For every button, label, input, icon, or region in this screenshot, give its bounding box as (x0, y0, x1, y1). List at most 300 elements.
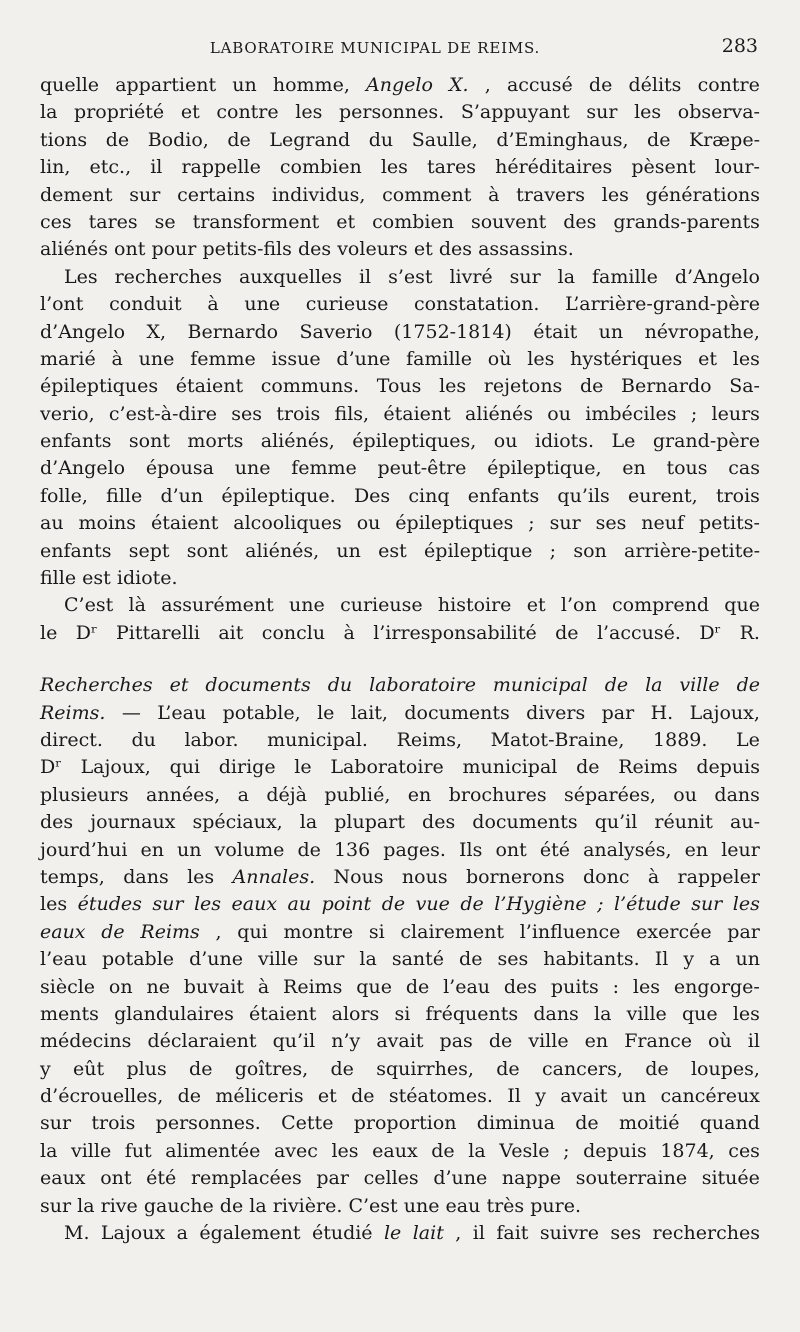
word: dans (533, 1002, 579, 1025)
text-line (40, 209, 760, 236)
word: fut (124, 1139, 152, 1162)
text-line (40, 974, 760, 1001)
word: Le (736, 728, 760, 751)
word: eaux (40, 920, 86, 943)
word: avec (273, 1139, 318, 1162)
word: trois (715, 484, 760, 507)
word: un (735, 948, 760, 971)
word: les (380, 156, 408, 179)
word: petits-fils (202, 238, 292, 261)
word: arrière-petite- (624, 539, 760, 562)
word: glandulaires (114, 1002, 234, 1025)
word: réunit (654, 811, 713, 834)
word: alcooliques (233, 512, 342, 535)
word: névropathe, (644, 320, 760, 343)
word: séparées, (564, 783, 656, 806)
paragraph (40, 592, 760, 647)
word: les (331, 1139, 359, 1162)
word: travers (516, 183, 586, 206)
word: cinq (408, 484, 450, 507)
word: Matot-Braine, (490, 728, 625, 751)
word: une (289, 594, 325, 617)
word: 1874, (660, 1139, 715, 1162)
word: ont (495, 838, 527, 861)
word: et (169, 674, 189, 697)
word: propriété (74, 101, 165, 124)
paragraph (40, 72, 760, 264)
word: L’eau (157, 701, 207, 724)
word: famille (406, 347, 472, 370)
word: 1889. (653, 728, 708, 751)
page-number: 283 (721, 35, 758, 57)
word: ses (497, 948, 529, 971)
word: H. (650, 701, 674, 724)
text-line (40, 919, 760, 946)
word: les (527, 347, 555, 370)
word: conduit (109, 293, 182, 316)
word: la (594, 1002, 612, 1025)
word: femme (291, 457, 357, 480)
word: ne (146, 975, 170, 998)
word: point (321, 893, 372, 916)
word: étudié (311, 1222, 373, 1245)
word: personnes. (155, 1112, 261, 1135)
word: labor. (184, 728, 239, 751)
section-gap (40, 647, 760, 672)
text-line (40, 154, 760, 181)
word: étaient (383, 402, 451, 425)
word: ses (231, 402, 262, 425)
word: rejetons (483, 375, 563, 398)
word: y (683, 948, 695, 971)
word: sur (313, 948, 345, 971)
word: clairement (400, 920, 504, 943)
word: analysés, (583, 838, 672, 861)
word: diminua (476, 1112, 555, 1135)
word: une (244, 293, 281, 316)
word: alimentée (165, 1139, 261, 1162)
word: combien (372, 210, 454, 233)
word: enfants (40, 430, 112, 453)
word: Laboratoire (330, 756, 444, 779)
word: fille (106, 484, 143, 507)
word: eaux (372, 1139, 418, 1162)
word: C’est (348, 1194, 398, 1217)
word: très (486, 1194, 525, 1217)
word: Lajoux, (689, 701, 760, 724)
word: la (40, 101, 58, 124)
word: pure. (530, 1194, 581, 1217)
running-title: LABORATOIRE MUNICIPAL DE REIMS. (209, 39, 541, 57)
word: et (413, 238, 433, 261)
word: été (146, 1167, 177, 1190)
word: volume (214, 838, 285, 861)
word: potable (101, 948, 175, 971)
word: quand (699, 1112, 760, 1135)
word: où (487, 347, 512, 370)
word: plusieurs (40, 783, 129, 806)
word: hystériques (570, 347, 683, 370)
word: engorge- (673, 975, 760, 998)
word: Sa- (729, 375, 760, 398)
word: famille (592, 265, 658, 288)
word: un (336, 539, 361, 562)
word: , (215, 920, 222, 943)
word: femme (190, 347, 256, 370)
word: recherches (652, 1222, 760, 1245)
word: une (138, 347, 175, 370)
word: grands-parents (613, 210, 760, 233)
word: des (503, 975, 538, 998)
word: assassins. (478, 238, 574, 261)
word: stéatomes. (388, 1085, 493, 1108)
word: nous (401, 865, 448, 888)
word: folle, (40, 484, 88, 507)
word: les (187, 865, 215, 888)
word: exercée (636, 920, 712, 943)
word: a (709, 948, 721, 971)
word: qu’il (272, 1030, 316, 1053)
word: Recherches (40, 674, 153, 697)
word: direct. (40, 728, 103, 751)
word: Dʳ (699, 621, 722, 644)
word: se (154, 210, 176, 233)
word: trois (276, 402, 321, 425)
word: bornerons (465, 865, 565, 888)
word: eau (445, 1194, 481, 1217)
word: de (459, 948, 483, 971)
word: accusé (506, 74, 573, 96)
word: montre (283, 920, 354, 943)
word: dirige (218, 756, 276, 779)
word: sept (128, 539, 170, 562)
text-line (40, 592, 760, 619)
word: homme, (272, 74, 350, 96)
word: , (484, 74, 491, 96)
word: rivière. (272, 1194, 343, 1217)
word: santé (391, 948, 445, 971)
word: issue (271, 347, 321, 370)
word: siècle (40, 975, 96, 998)
word: , (455, 1222, 462, 1245)
paragraph (40, 1220, 760, 1247)
word: Dʳ (40, 756, 62, 779)
word: idiots. (534, 430, 595, 453)
word: Dʳ (75, 621, 98, 644)
word: de (189, 1057, 213, 1080)
word: appartient (115, 74, 217, 96)
word: épousa (145, 457, 214, 480)
word: c’est-à-dire (108, 402, 217, 425)
word: pas (439, 1030, 473, 1053)
word: goîtres, (234, 1057, 309, 1080)
word: Lajoux (100, 1222, 166, 1245)
text-line (40, 754, 760, 781)
word: remplacées (190, 1167, 302, 1190)
word: loupes, (690, 1057, 760, 1080)
word: municipal. (267, 728, 368, 751)
word: la (468, 1139, 486, 1162)
text-line (40, 620, 760, 647)
word: tares (88, 210, 138, 233)
text-line (40, 373, 760, 400)
word: a (237, 783, 249, 806)
word: nappe (501, 1167, 562, 1190)
word: Saulle, (411, 128, 478, 151)
word: cancéreux (660, 1085, 760, 1108)
word: sur (586, 101, 618, 124)
text-line (40, 127, 760, 154)
word: idiote. (116, 567, 178, 590)
text-line (40, 700, 760, 727)
word: X. (449, 74, 469, 96)
word: proportion (353, 1112, 457, 1135)
word: enfants (467, 484, 540, 507)
word: de (736, 674, 760, 697)
word: ces (40, 210, 72, 233)
word: à (111, 347, 123, 370)
word: de (297, 838, 321, 861)
word: sur (549, 512, 581, 535)
text-line (40, 1110, 760, 1137)
word: l’irresponsabilité (373, 621, 537, 644)
text-line (40, 1165, 760, 1192)
word: à (207, 293, 219, 316)
word: vue (415, 893, 450, 916)
word: le (317, 701, 335, 724)
word: étaient (249, 1002, 317, 1025)
word: d’Eminghaus, (496, 128, 629, 151)
text-line (40, 672, 760, 699)
word: par (727, 920, 760, 943)
word: contre (216, 101, 279, 124)
word: d’un (160, 484, 204, 507)
word: combien (279, 156, 362, 179)
word: de (588, 74, 613, 96)
word: années, (146, 783, 221, 806)
word: d’Angelo (40, 320, 126, 343)
text-line (40, 291, 760, 318)
word: de (330, 1057, 354, 1080)
word: gauche (143, 1194, 214, 1217)
word: d’écrouelles, (40, 1085, 164, 1108)
word: documents (472, 811, 578, 834)
word: ou (673, 783, 697, 806)
word: aliénés (465, 402, 534, 425)
word: un (177, 838, 202, 861)
word: ou (493, 430, 518, 453)
word: d’Angelo (40, 457, 126, 480)
word: la (645, 674, 663, 697)
word: en (622, 457, 646, 480)
word: Reims (618, 756, 678, 779)
word: l’influence (519, 920, 621, 943)
word: trois (91, 1112, 136, 1135)
word: la (359, 948, 377, 971)
word: et (526, 594, 546, 617)
word: ments (40, 1002, 99, 1025)
word: auxquelles (238, 265, 343, 288)
word: Bodio, (147, 128, 209, 151)
word: rappeler (677, 865, 760, 888)
text-line (40, 236, 760, 263)
word: Kræpe- (689, 128, 760, 151)
word: là (128, 594, 146, 617)
word: cas (728, 457, 760, 480)
word: le (40, 621, 58, 644)
word: Des (353, 484, 391, 507)
word: individus, (271, 183, 366, 206)
word: leurs (711, 402, 760, 425)
word: constatation. (414, 293, 540, 316)
word: de (405, 975, 430, 998)
word: les (732, 1002, 760, 1025)
word: communs. (260, 375, 360, 398)
word: il (747, 1030, 760, 1053)
word: épileptique (424, 539, 533, 562)
word: pages. (383, 838, 446, 861)
word: qui (237, 920, 268, 943)
word: au (287, 893, 312, 916)
word: livré (449, 265, 493, 288)
word: on (108, 975, 133, 998)
text-line (40, 264, 760, 291)
word: des (422, 811, 456, 834)
word: qui (169, 756, 201, 779)
text-line (40, 99, 760, 126)
word: comprend (612, 594, 709, 617)
word: en (140, 838, 164, 861)
word: de (101, 920, 125, 943)
word: avait (376, 1030, 424, 1053)
word: ses (610, 1222, 642, 1245)
word: documents (404, 701, 510, 724)
word: Ils (459, 838, 483, 861)
word: les (40, 893, 68, 916)
word: également (199, 1222, 301, 1245)
word: épileptique. (221, 484, 336, 507)
word: eurent, (627, 484, 698, 507)
word: si (368, 920, 385, 943)
word: lour- (714, 156, 760, 179)
word: Tous (376, 375, 422, 398)
word: souvent (470, 210, 547, 233)
word: morts (187, 430, 244, 453)
word: Reims (140, 920, 200, 943)
word: avait (560, 1085, 608, 1108)
word: qu’il (594, 811, 638, 834)
word: marié (40, 347, 96, 370)
word: des (438, 238, 472, 261)
word: de (431, 1139, 455, 1162)
word: à (647, 865, 660, 888)
word: de (219, 1194, 244, 1217)
word: Legrand (269, 128, 351, 151)
word: peut-être (377, 457, 467, 480)
word: Vesle (499, 1139, 550, 1162)
word: dans (714, 783, 760, 806)
word: verio, (40, 402, 95, 425)
text-line (40, 1056, 760, 1083)
word: la (299, 811, 318, 834)
word: la (557, 265, 576, 288)
word: et (180, 101, 200, 124)
word: tares (426, 156, 477, 179)
word: l’eau (40, 948, 87, 971)
word: de (105, 128, 130, 151)
word: au (40, 512, 64, 535)
word: etc., (89, 156, 132, 179)
word: de (647, 128, 671, 151)
word: l’eau (443, 975, 491, 998)
word: épileptiques (40, 375, 159, 398)
text-line (40, 1138, 760, 1165)
word: ait (218, 621, 244, 644)
text-line (40, 946, 760, 973)
word: en (407, 783, 432, 806)
word: fréquents (425, 1002, 519, 1025)
word: sur (40, 1112, 72, 1135)
word: les (732, 347, 760, 370)
word: Reims, (396, 728, 462, 751)
word: été (539, 838, 570, 861)
word: que (682, 1002, 718, 1025)
word: 136 (333, 838, 371, 861)
word: Le (611, 430, 636, 453)
text-line (40, 319, 760, 346)
word: buvait (183, 975, 244, 998)
word: dement (40, 183, 113, 206)
word: curieuse (340, 594, 423, 617)
word: de (604, 674, 629, 697)
word: rappelle (181, 156, 261, 179)
word: était (533, 320, 578, 343)
word: temps, (40, 865, 105, 888)
word: certains (177, 183, 256, 206)
word: par (601, 701, 635, 724)
word: la (40, 1139, 58, 1162)
word: ; (563, 1139, 570, 1162)
word: depuis (583, 1139, 647, 1162)
word: y (535, 1085, 546, 1108)
word: un (598, 320, 624, 343)
word: est (82, 567, 111, 590)
text-line (40, 346, 760, 373)
word: aliénés (40, 238, 108, 261)
word: lin, (40, 156, 71, 179)
word: de (227, 128, 251, 151)
word: du (131, 728, 156, 751)
word: L’arrière-grand-père (565, 293, 760, 316)
word: C’est (64, 594, 114, 617)
word: sur (152, 893, 184, 916)
word: de (381, 893, 406, 916)
word: Lajoux, (80, 756, 151, 779)
word: son (573, 539, 607, 562)
word: pèsent (631, 156, 696, 179)
word: une (234, 457, 271, 480)
word: au- (730, 811, 760, 834)
text-line (40, 1028, 760, 1055)
word: et (317, 1085, 337, 1108)
word: observa- (677, 101, 760, 124)
word: lait (412, 1222, 444, 1245)
word: et (336, 210, 356, 233)
word: transforment (192, 210, 320, 233)
word: sont (128, 430, 170, 453)
word: des (40, 811, 74, 834)
word: ville (626, 1002, 667, 1025)
